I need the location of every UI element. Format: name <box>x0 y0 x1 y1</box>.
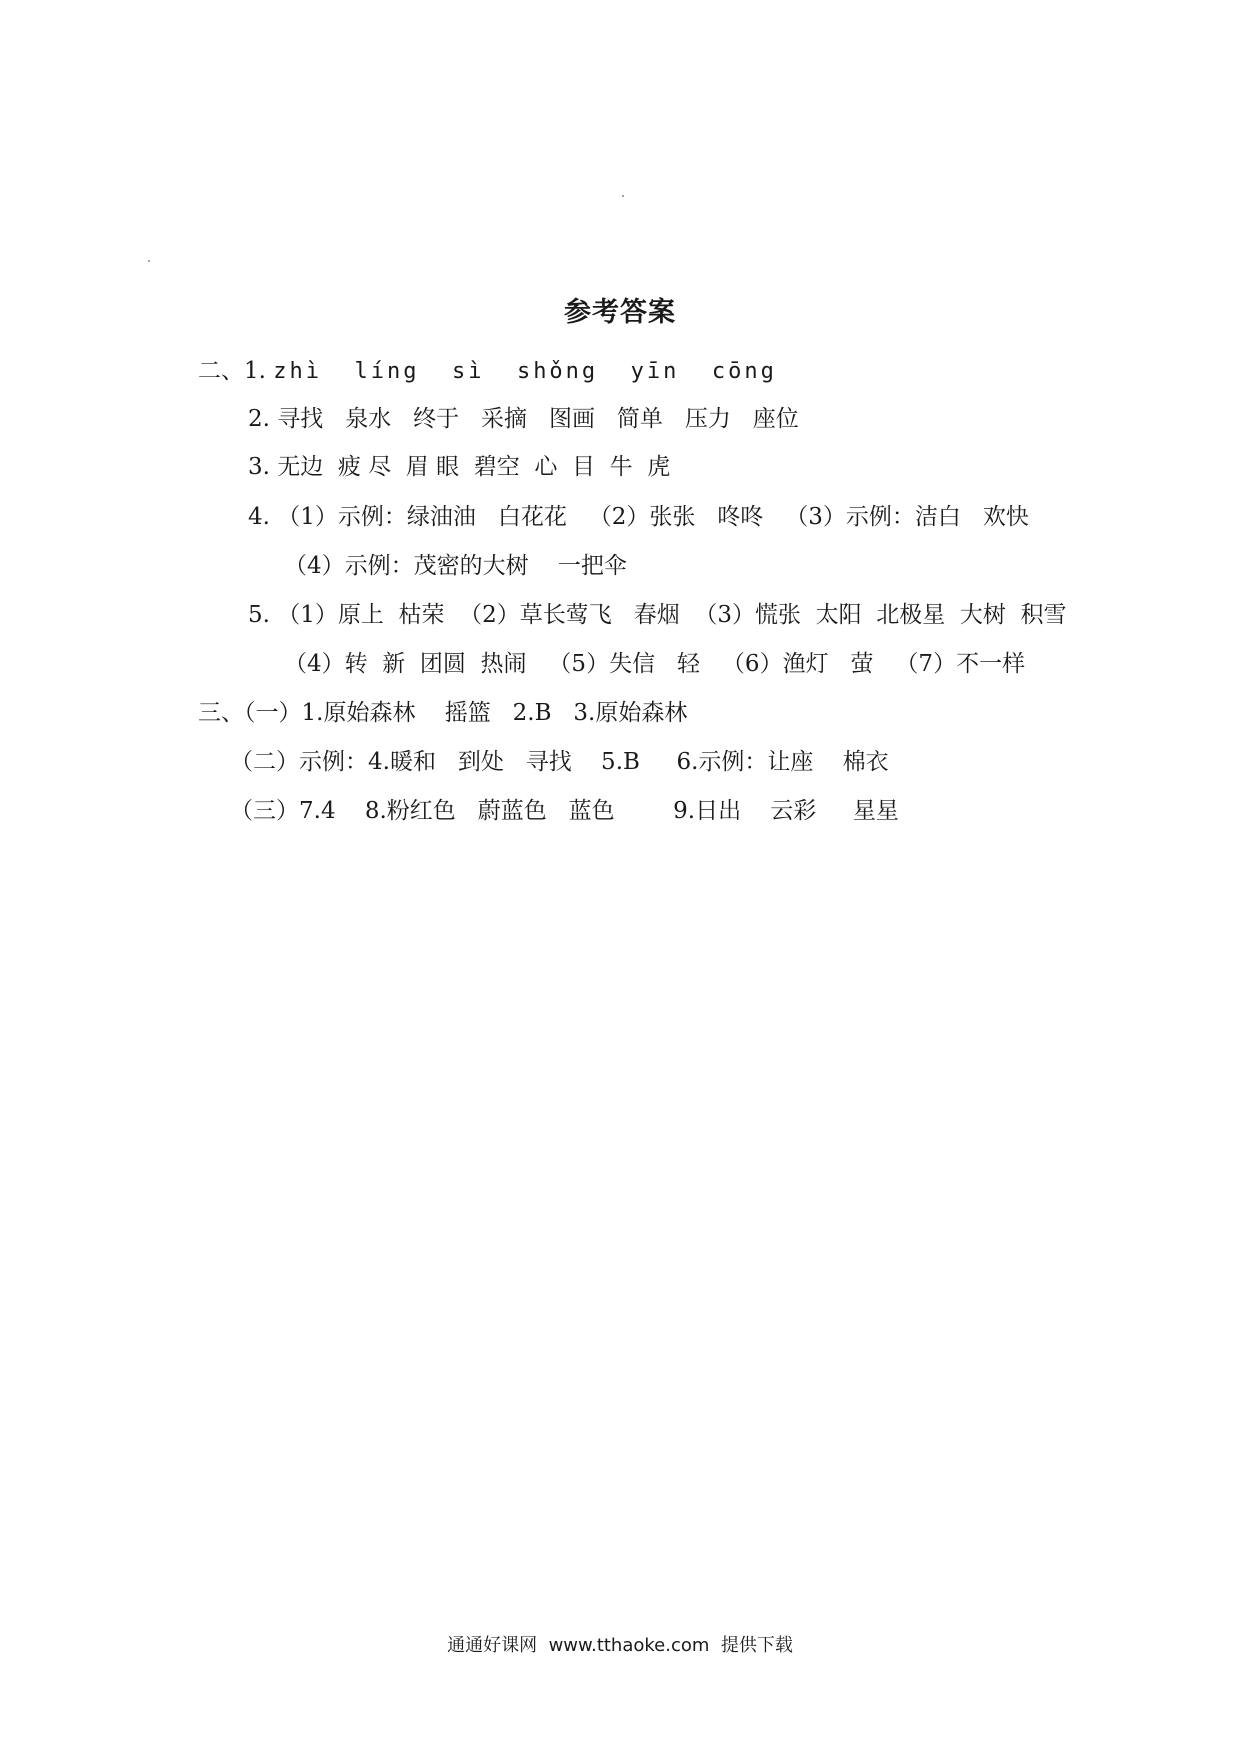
page-footer: 通通好课网 www.tthaoke.com 提供下载 <box>447 1635 793 1656</box>
answer-line-2-5-cont: （4）转 新 团圆 热闹 （5）失信 轻 （6）渔灯 萤 （7）不一样 <box>284 651 1026 677</box>
scan-speck <box>622 195 624 197</box>
answer-line-2-3: 3. 无边 疲 尽 眉 眼 碧空 心 目 牛 虎 <box>248 454 671 480</box>
page-title: 参考答案 <box>564 297 676 328</box>
answer-line-2-1 <box>198 356 777 387</box>
answer-line-2-4-cont: （4）示例：茂密的大树 一把伞 <box>284 553 627 579</box>
question-number: 二、1. <box>198 358 274 384</box>
pinyin-answer: zhì líng sì shǒng yīn cōng <box>273 359 777 384</box>
answer-line-3-2: （二）示例：4.暖和 到处 寻找 5.B 6.示例：让座 棉衣 <box>230 749 889 775</box>
answer-line-2-5: 5. （1）原上 枯荣 （2）草长莺飞 春烟 （3）慌张 太阳 北极星 大树 积雪 <box>248 602 1067 628</box>
answer-line-3-1: 三、（一）1.原始森林 摇篮 2.B 3.原始森林 <box>198 700 688 726</box>
answer-line-3-3: （三）7.4 8.粉红色 蔚蓝色 蓝色 9.日出 云彩 星星 <box>230 798 899 824</box>
answer-line-2-2: 2. 寻找 泉水 终于 采摘 图画 简单 压力 座位 <box>248 406 799 432</box>
answer-line-2-4: 4. （1）示例：绿油油 白花花 （2）张张 咚咚 （3）示例：洁白 欢快 <box>248 504 1029 530</box>
scan-speck <box>148 260 150 262</box>
